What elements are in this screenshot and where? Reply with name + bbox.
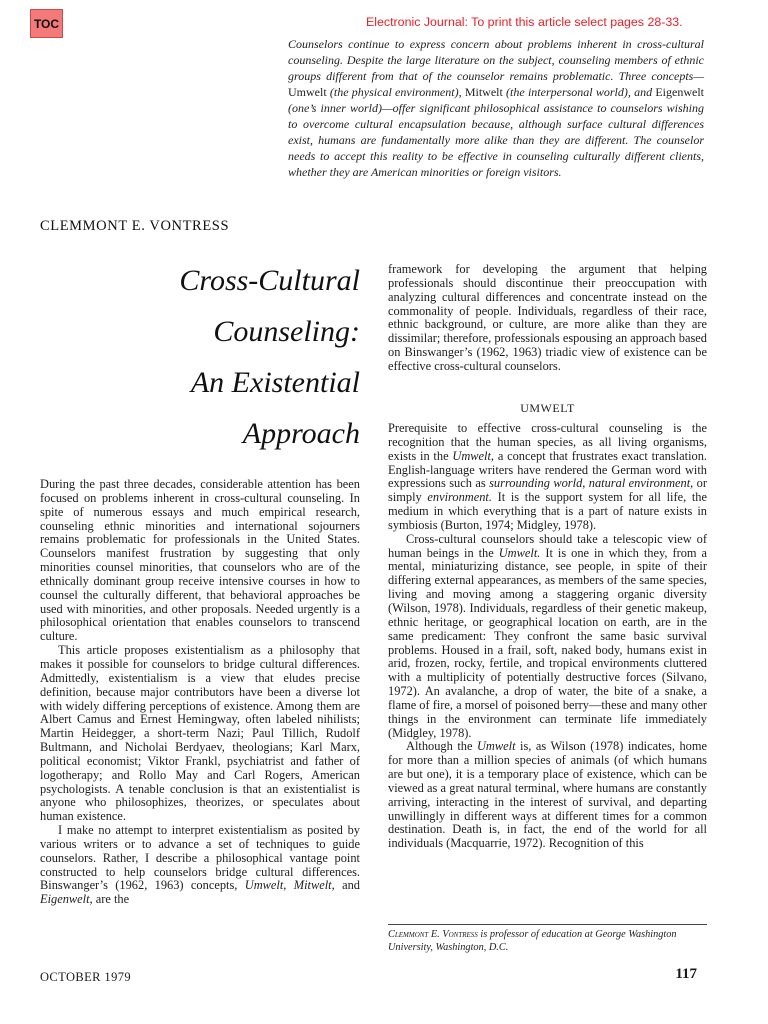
issue-date: OCTOBER 1979 <box>40 970 132 984</box>
page-number: 117 <box>675 966 697 982</box>
footnote-divider <box>388 924 707 925</box>
toc-button[interactable]: TOC <box>30 9 63 38</box>
title-line: An Existential <box>190 366 360 399</box>
body-column-left <box>40 478 360 907</box>
article-title <box>140 255 360 459</box>
paragraph: Prerequisite to effective cross-cultural counseling is the recognition that the human species, as all living organisms, exists in the Umwelt, a concept that frustrates exact translation. English-language writers have rendered the German word with expressions such as surrounding world, natural environment, or simply environment. It is the support system for all life, the medium in which everything that is a part of nature exists in symbiosis (Burton, 1974; Midgley, 1978). <box>388 421 708 532</box>
paragraph: Although the Umwelt is, as Wilson (1978) indicates, home for more than a million species of animals (of which humans are but one), it is a temporary place of existence, which can be viewed as a great natural terminal, where humans are constantly arriving, interacting in the interest of survival, and departing unwillingly in different ways at different times for a common destination. Death is, in fact, the end of the world for all individuals (Macquarrie, 1972). Recognition of this <box>388 739 707 851</box>
body-column-right <box>388 422 707 851</box>
paragraph: framework for developing the argument that helping professionals should discontinue their preoccupation with analyzing cultural differences and concentrate instead on the commonality of people. Individuals, regardless of their race, ethnic background, or culture, are more alike than they are dissimilar; therefore, professionals espousing an approach based on Binswanger’s (1962, 1963) triadic view of existence can be effective cross-cultural counselors. <box>388 262 707 373</box>
paragraph: During the past three decades, considerable attention has been focused on problems inherent in cross-cultural counseling. In spite of numerous essays and much empirical research, counseling ethnic minorities and international sojourners remains problematic for professionals in the United States. Counselors manifest frustration by suggesting that only minorities counsel minorities, that counselors who are of the ethnically dominant group receive intensive courses in how to counsel the culturally different, that behavioral approaches be used with minorities, and other proposals. Needed urgently is a philosophical orientation that enables counselors to transcend culture. <box>40 477 360 644</box>
paragraph: I make no attempt to interpret existentialism as posited by various writers or to advance a set of techniques to guide counselors. Rather, I describe a philosophical vantage point constructed to help counselors bridge cultural differences. Binswanger’s (1962, 1963) concepts, Umwelt, Mitwelt, and Eigenwelt, are the <box>40 823 360 907</box>
author-footnote: Clemmont E. Vontress is professor of education at George Washington University, Washington, D.C. <box>388 929 677 953</box>
abstract: Counselors continue to express concern about problems inherent in cross-cultural counseling. Despite the large literature on the subject, counseling members of ethnic groups different from that of the counselor remains problematic. Three concepts—Umwelt (the physical environment), Mitwelt (the interpersonal world), and Eigenwelt (one’s inner world)—offer significant philosophical assistance to counselors wishing to overcome cultural encapsulation because, although surface cultural differences exist, humans are fundamentally more alike than they are different. The counselor needs to accept this reality to be effective in counseling culturally different clients, whether they are American minorities or foreign visitors. <box>288 37 704 179</box>
paragraph: Cross-cultural counselors should take a telescopic view of human beings in the Umwelt. It is one in which they, from a mental, miniaturizing distance, see people, in spite of their differing external appearances, as members of the same species, living and moving among a staggering organic diversity (Wilson, 1978). Individuals, regardless of their genetic makeup, ethnic heritage, or geographical location on earth, are in the same predicament: They confront the same basic survival problems. Housed in a frail, soft, naked body, humans exist in arid, frozen, rocky, fertile, and tropical environments cluttered with a multiplicity of potentially destructive forces (Silvano, 1972). An avalanche, a drop of water, the bite of a snake, a flame of fire, a morsel of poisoned berry—these and many other things in the environment can terminate life immediately (Midgley, 1978). <box>388 531 707 740</box>
title-line: Counseling: <box>213 315 360 348</box>
section-heading: UMWELT <box>520 401 575 415</box>
term-eigenwelt: Eigenwelt <box>655 85 704 99</box>
electronic-journal-notice: Electronic Journal: To print this article select pages 28-33. <box>366 15 683 29</box>
paragraph: This article proposes existentialism as a philosophy that makes it possible for counselors to bridge cultural differences. Admittedly, existentialism is a view that eludes precise definition, because major contributors have been a diverse lot with widely differing perceptions of existence. Among them are Albert Camus and Ernest Hemingway, often labeled nihilists; Martin Heidegger, a short-term Nazi; Paul Tillich, Rudolf Bultmann, and Nicholai Berdyaev, theologians; Karl Marx, political economist; Viktor Frankl, psychiatrist and father of logotherapy; and Rollo May and Carl Rogers, American psychologists. A tenable conclusion is that an existentialist is anyone who philosophizes, theorizes, or speculates about human existence. <box>40 643 360 824</box>
title-line: Approach <box>242 417 360 450</box>
body-column-right-intro <box>388 263 707 374</box>
term-umwelt: Umwelt <box>288 85 327 99</box>
author-name: CLEMMONT E. VONTRESS <box>40 218 230 234</box>
term-mitwelt: Mitwelt <box>464 85 503 99</box>
title-line: Cross-Cultural <box>179 264 360 297</box>
